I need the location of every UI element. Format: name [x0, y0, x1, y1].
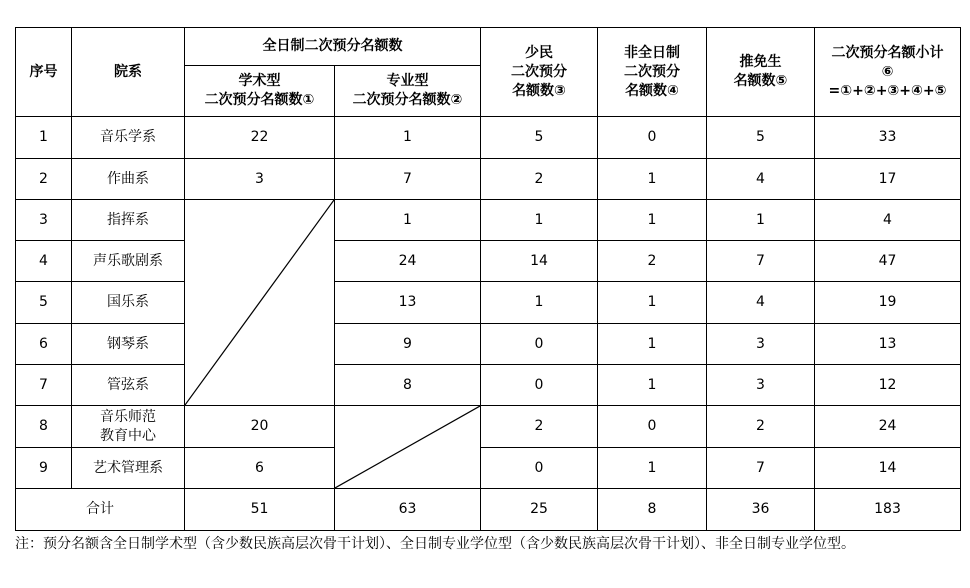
table-row [16, 200, 961, 241]
table-row [16, 324, 961, 365]
diagonal-slash [335, 406, 480, 488]
cell-subtotal: 47 [815, 241, 961, 282]
total-recommended: 36 [707, 489, 815, 531]
table-row [16, 282, 961, 324]
diagonal-slash [185, 200, 334, 405]
cell-dept: 指挥系 [72, 200, 185, 241]
header-subtotal: 二次预分名额小计 ⑥ =①+②+③+④+⑤ [815, 28, 961, 117]
cell-dept: 钢琴系 [72, 324, 185, 365]
total-academic: 51 [185, 489, 335, 531]
cell-parttime: 1 [598, 365, 707, 406]
header-dept: 院系 [72, 28, 185, 117]
cell-recommended: 7 [707, 241, 815, 282]
cell-minority: 14 [481, 241, 598, 282]
header-professional: 专业型 二次预分名额数② [335, 66, 481, 117]
table-row [16, 448, 961, 489]
cell-minority: 5 [481, 117, 598, 159]
cell-dept: 作曲系 [72, 159, 185, 200]
cell-index: 3 [16, 200, 72, 241]
cell-subtotal: 4 [815, 200, 961, 241]
cell-dept: 声乐歌剧系 [72, 241, 185, 282]
cell-subtotal: 12 [815, 365, 961, 406]
cell-professional: 7 [335, 159, 481, 200]
cell-parttime: 1 [598, 324, 707, 365]
cell-minority: 0 [481, 365, 598, 406]
cell-parttime: 0 [598, 117, 707, 159]
cell-recommended: 5 [707, 117, 815, 159]
total-subtotal: 183 [815, 489, 961, 531]
cell-professional: 1 [335, 200, 481, 241]
cell-professional: 9 [335, 324, 481, 365]
cell-minority: 0 [481, 448, 598, 489]
header-parttime: 非全日制 二次预分 名额数④ [598, 28, 707, 117]
cell-index: 5 [16, 282, 72, 324]
cell-parttime: 2 [598, 241, 707, 282]
quota-table [15, 27, 961, 531]
cell-minority: 2 [481, 159, 598, 200]
cell-recommended: 1 [707, 200, 815, 241]
table-row [16, 159, 961, 200]
cell-recommended: 3 [707, 365, 815, 406]
cell-recommended: 7 [707, 448, 815, 489]
cell-dept: 艺术管理系 [72, 448, 185, 489]
cell-academic: 20 [185, 406, 335, 448]
cell-dept: 国乐系 [72, 282, 185, 324]
cell-parttime: 1 [598, 200, 707, 241]
cell-dept: 音乐师范 教育中心 [72, 406, 185, 448]
cell-recommended: 2 [707, 406, 815, 448]
cell-recommended: 4 [707, 159, 815, 200]
cell-index: 2 [16, 159, 72, 200]
header-index: 序号 [16, 28, 72, 117]
table-row [16, 406, 961, 448]
cell-subtotal: 13 [815, 324, 961, 365]
cell-subtotal: 19 [815, 282, 961, 324]
cell-minority: 2 [481, 406, 598, 448]
cell-professional: 13 [335, 282, 481, 324]
cell-dept: 音乐学系 [72, 117, 185, 159]
cell-professional: 24 [335, 241, 481, 282]
cell-index: 9 [16, 448, 72, 489]
cell-parttime: 0 [598, 406, 707, 448]
total-parttime: 8 [598, 489, 707, 531]
cell-index: 7 [16, 365, 72, 406]
header-academic: 学术型 二次预分名额数① [185, 66, 335, 117]
table-row [16, 117, 961, 159]
cell-academic: 6 [185, 448, 335, 489]
cell-subtotal: 14 [815, 448, 961, 489]
header-recommended: 推免生 名额数⑤ [707, 28, 815, 117]
cell-minority: 1 [481, 200, 598, 241]
cell-recommended: 3 [707, 324, 815, 365]
cell-subtotal: 17 [815, 159, 961, 200]
cell-index: 4 [16, 241, 72, 282]
cell-index: 1 [16, 117, 72, 159]
table-row [16, 365, 961, 406]
cell-dept: 管弦系 [72, 365, 185, 406]
cell-minority: 0 [481, 324, 598, 365]
cell-parttime: 1 [598, 282, 707, 324]
total-minority: 25 [481, 489, 598, 531]
cell-academic: 22 [185, 117, 335, 159]
total-professional: 63 [335, 489, 481, 531]
total-label: 合计 [16, 489, 185, 531]
cell-subtotal: 24 [815, 406, 961, 448]
footnote: 注：预分名额含全日制学术型（含少数民族高层次骨干计划）、全日制专业学位型（含少数民族高层次骨干计划）、非全日制专业学位型。 [15, 536, 855, 552]
cell-subtotal: 33 [815, 117, 961, 159]
cell-academic: 3 [185, 159, 335, 200]
empty-diagonal-cell [185, 200, 335, 406]
header-minority: 少民 二次预分 名额数③ [481, 28, 598, 117]
table-row [16, 241, 961, 282]
cell-parttime: 1 [598, 159, 707, 200]
cell-minority: 1 [481, 282, 598, 324]
cell-parttime: 1 [598, 448, 707, 489]
header-fulltime-group: 全日制二次预分名额数 [185, 28, 481, 66]
cell-index: 8 [16, 406, 72, 448]
empty-diagonal-cell [335, 406, 481, 489]
cell-professional: 8 [335, 365, 481, 406]
cell-recommended: 4 [707, 282, 815, 324]
cell-index: 6 [16, 324, 72, 365]
total-row [16, 489, 961, 531]
cell-professional: 1 [335, 117, 481, 159]
